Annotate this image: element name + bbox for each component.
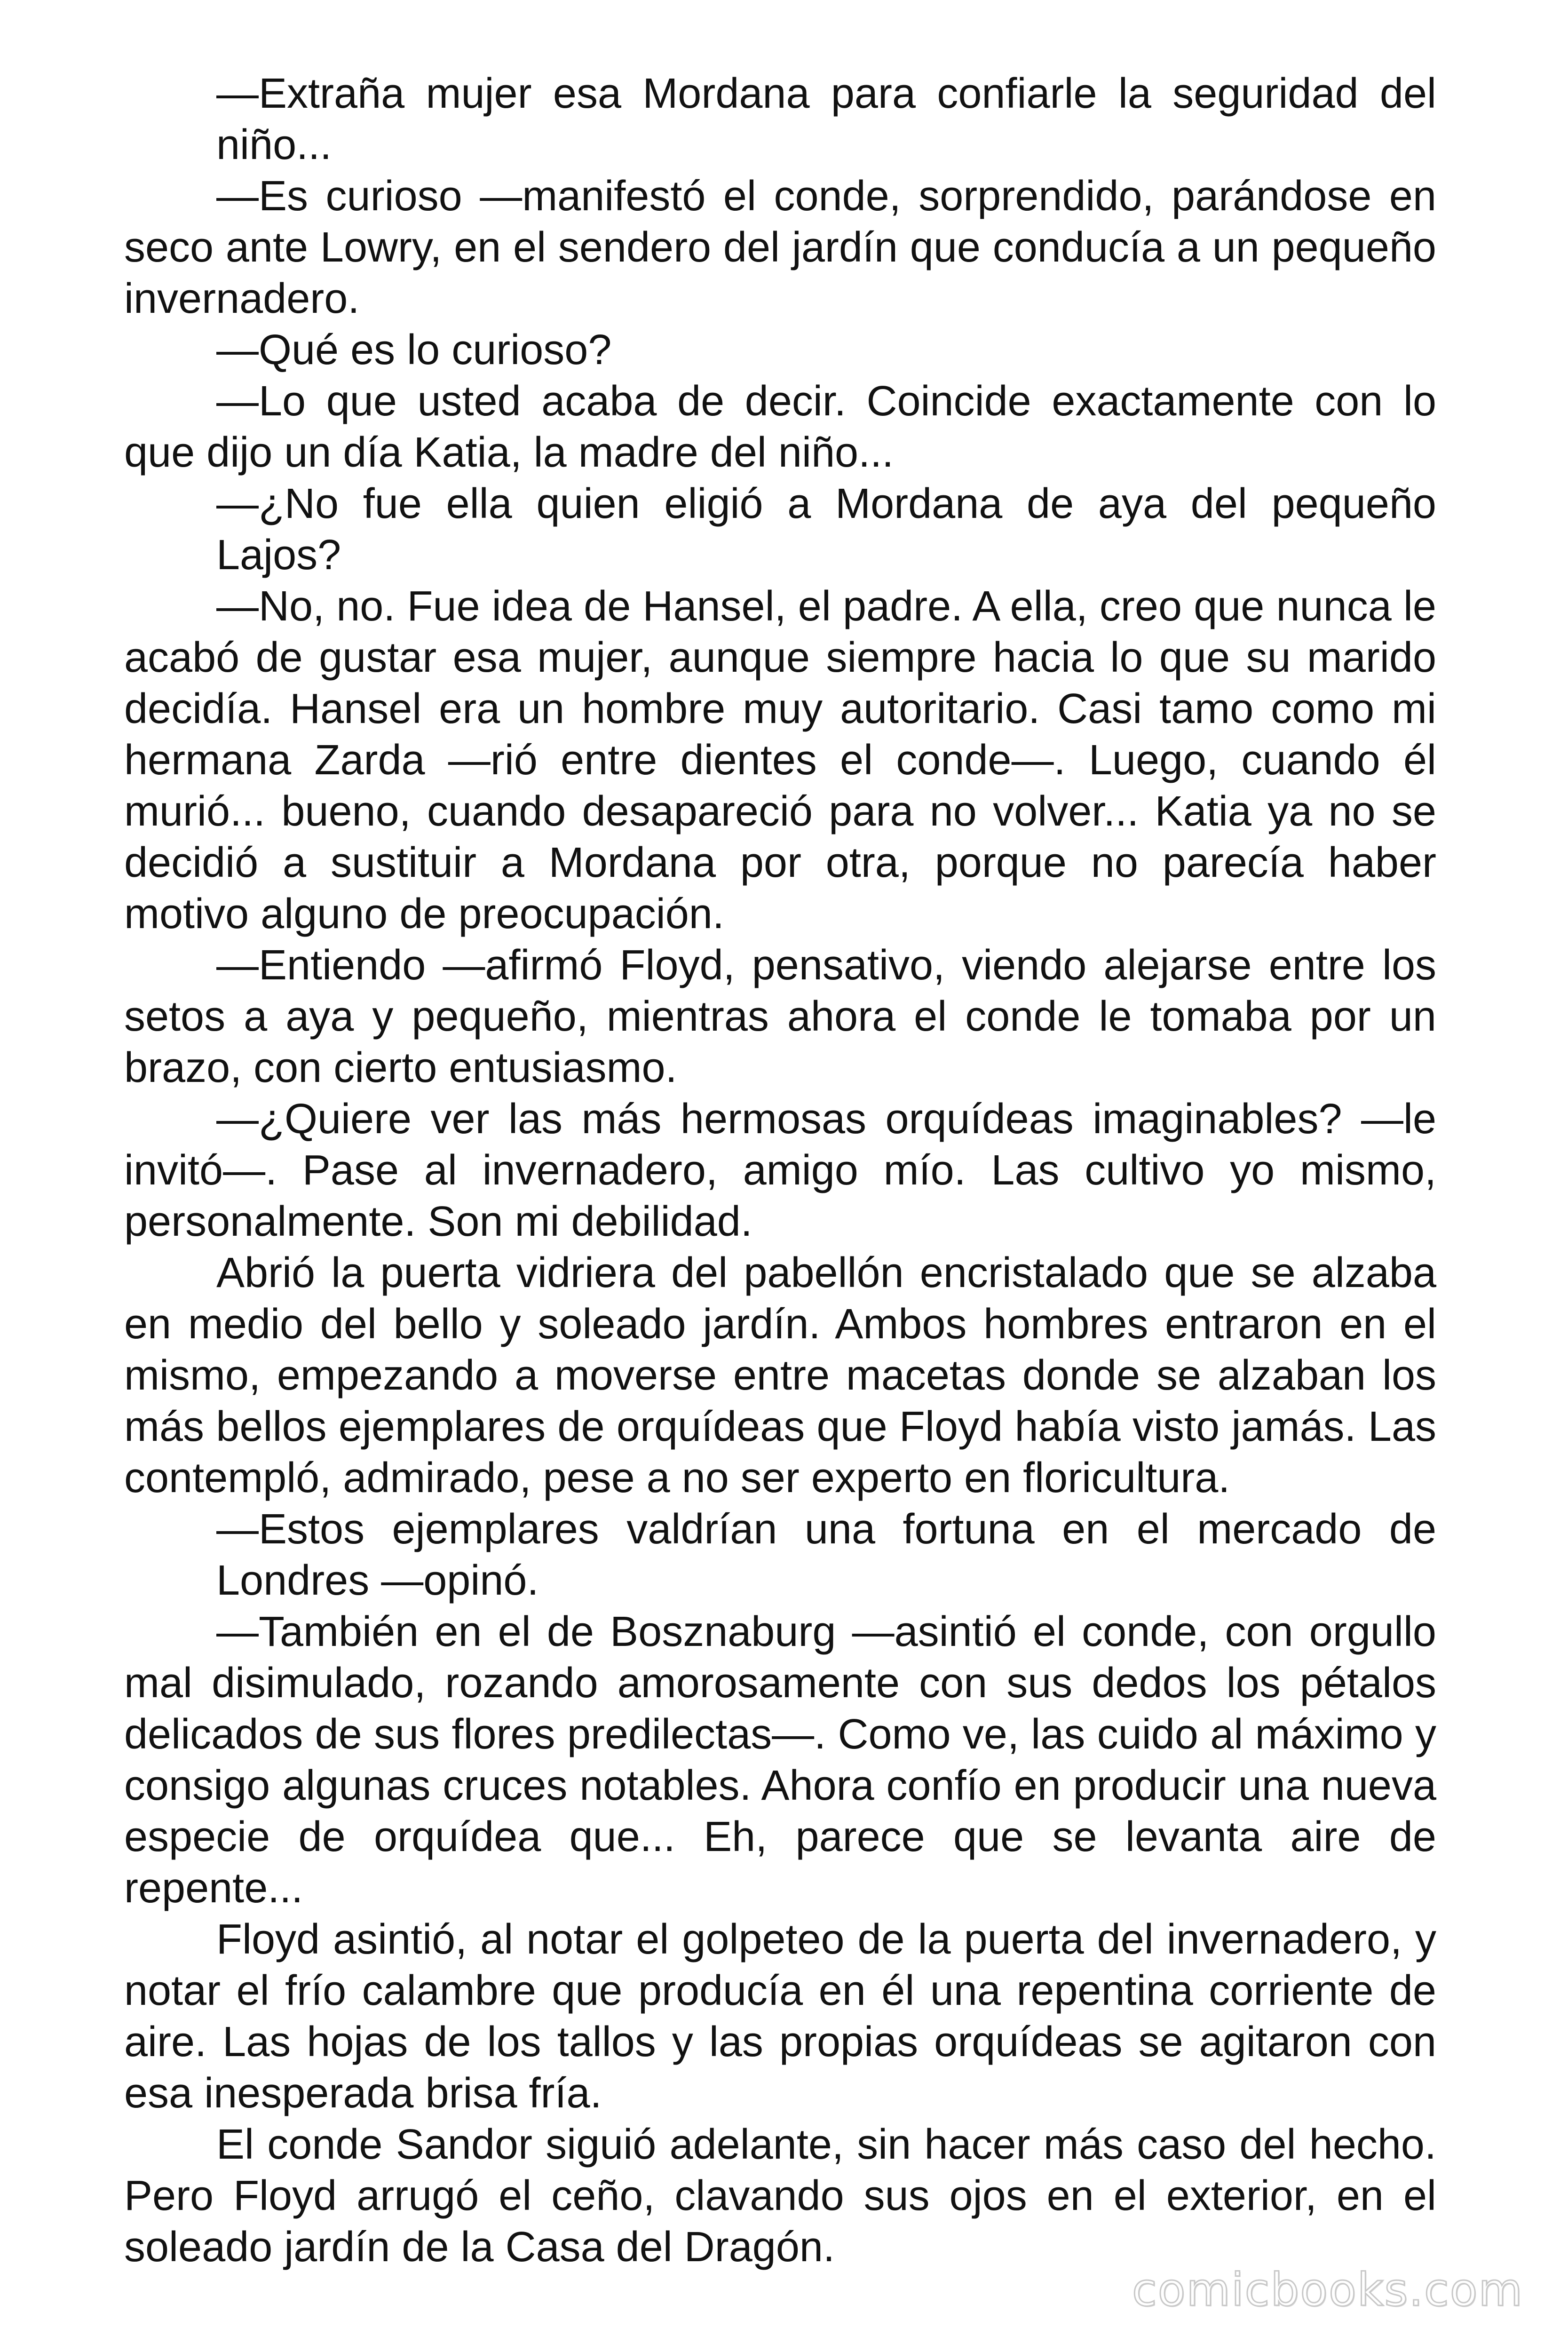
paragraph-12: Floyd asintió, al notar el golpeteo de la puerta del invernadero, y notar el frío calambre que producía en él una repentina corriente de aire. Las hojas de los tallos y las propias orquídeas se agitaron con esa inesperada brisa fría. <box>124 1916 1436 2117</box>
paragraph-1: —Extraña mujer esa Mordana para confiarle la seguridad del niño... <box>216 70 1436 168</box>
paragraph-6: —No, no. Fue idea de Hansel, el padre. A ella, creo que nunca le acabó de gustar esa mujer, aunque siempre hacia lo que su marido decidía. Hansel era un hombre muy autoritario. Casi tamo como mi hermana Zarda —rió entre dientes el conde—. Luego, cuando él murió... bueno, cuando desapareció para no volver... Katia ya no se decidió a sustituir a Mordana por otra, porque no parecía haber motivo alguno de preocupación. <box>124 583 1436 938</box>
body-text <box>124 68 1436 2273</box>
watermark: comicbooks.com <box>1132 2264 1523 2316</box>
paragraph-2: —Es curioso —manifestó el conde, sorprendido, parándose en seco ante Lowry, en el sendero del jardín que conducía a un pequeño invernadero. <box>124 173 1436 322</box>
paragraph-9: Abrió la puerta vidriera del pabellón encristalado que se alzaba en medio del bello y soleado jardín. Ambos hombres entraron en el mismo, empezando a moverse entre macetas donde se alzaban los más bellos ejemplares de orquídeas que Floyd había visto jamás. Las contempló, admirado, pese a no ser experto en floricultura. <box>124 1249 1436 1502</box>
paragraph-3: —Qué es lo curioso? <box>216 326 612 373</box>
paragraph-5: —¿No fue ella quien eligió a Mordana de aya del pequeño Lajos? <box>216 480 1436 579</box>
paragraph-8: —¿Quiere ver las más hermosas orquídeas imaginables? —le invitó—. Pase al invernadero, amigo mío. Las cultivo yo mismo, personalmente. Son mi debilidad. <box>124 1096 1436 1245</box>
paragraph-7: —Entiendo —afirmó Floyd, pensativo, viendo alejarse entre los setos a aya y pequeño, mientras ahora el conde le tomaba por un brazo, con cierto entusiasmo. <box>124 942 1436 1091</box>
paragraph-13: El conde Sandor siguió adelante, sin hacer más caso del hecho. Pero Floyd arrugó el ceño, clavando sus ojos en el exterior, en el soleado jardín de la Casa del Dragón. <box>124 2121 1436 2271</box>
paragraph-10: —Estos ejemplares valdrían una fortuna en el mercado de Londres —opinó. <box>216 1506 1436 1604</box>
paragraph-11: —También en el de Bosznaburg —asintió el conde, con orgullo mal disimulado, rozando amorosamente con sus dedos los pétalos delicados de sus flores predilectas—. Como ve, las cuido al máximo y consigo algunas cruces notables. Ahora confío en producir una nueva especie de orquídea que... Eh, parece que se levanta aire de repente... <box>124 1608 1436 1912</box>
paragraph-4: —Lo que usted acaba de decir. Coincide exactamente con lo que dijo un día Katia, la madre del niño... <box>124 378 1436 476</box>
